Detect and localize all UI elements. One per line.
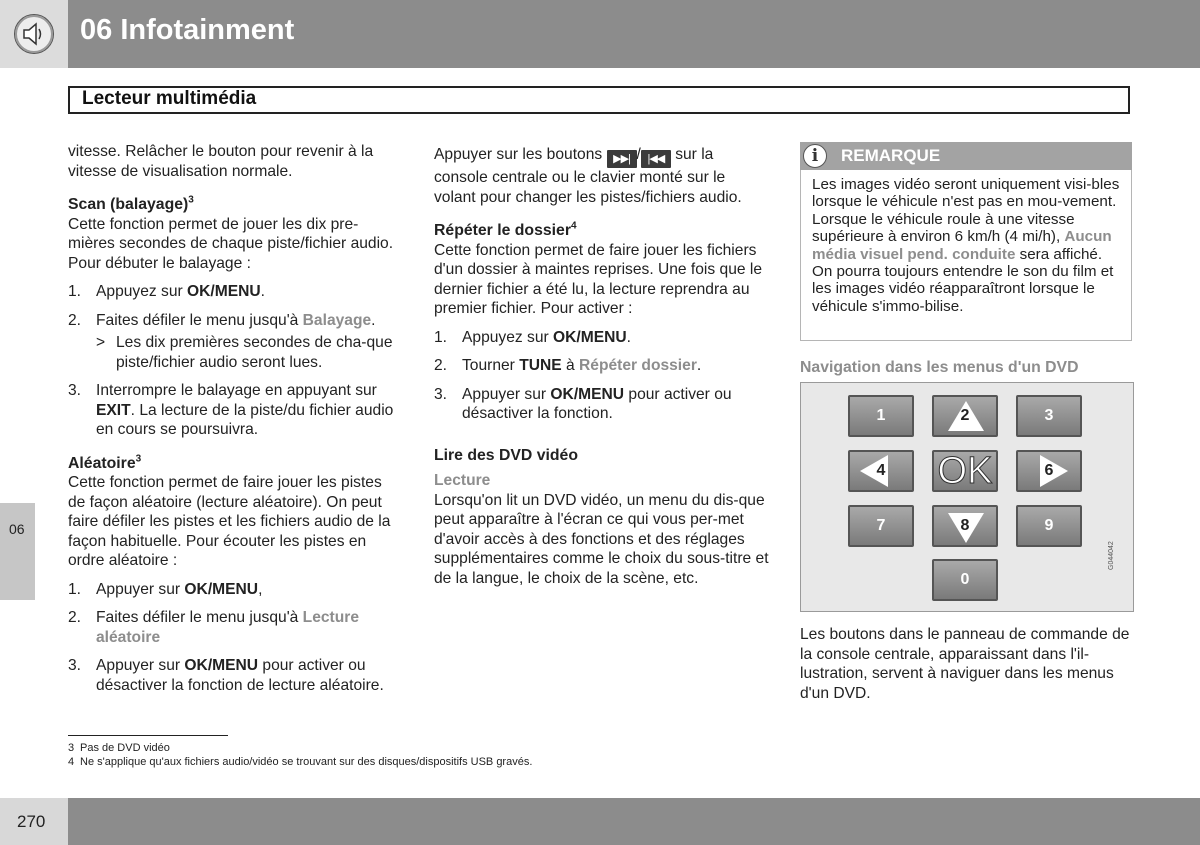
- key-label: 3: [1044, 407, 1054, 424]
- key-1: [848, 395, 914, 437]
- step-number: 1.: [68, 283, 82, 300]
- step-button-name: OK/MENU: [187, 283, 261, 300]
- step-text: .: [696, 357, 702, 374]
- list-item: [68, 580, 403, 600]
- key-label: 2: [960, 407, 970, 424]
- footnote-text: Pas de DVD vidéo: [80, 742, 170, 754]
- column-2: [434, 145, 769, 588]
- footnote-ref: 4: [570, 220, 577, 232]
- step-number: 2.: [68, 609, 82, 626]
- step-button-name: EXIT: [96, 401, 131, 419]
- list-item: [434, 385, 769, 424]
- keypad-illustration: [800, 382, 1134, 612]
- footnotes: [68, 741, 532, 769]
- step-text: Tourner: [462, 357, 520, 374]
- page-number: 270: [17, 812, 46, 831]
- list-item: [68, 608, 403, 647]
- list-item: [434, 356, 769, 376]
- key-label: 7: [876, 517, 886, 534]
- dvd-description: Lorsqu'on lit un DVD vidéo, un menu du dis-que peut apparaître à l'écran ce qui vous per-met d'avoir accès à des fonctions et des réglages supplémentaires comme le choix du sous-titre et de la langue, le choix de la scène, etc.: [434, 491, 769, 587]
- step-text: à: [561, 357, 580, 374]
- step-number: 1.: [434, 328, 448, 346]
- scan-description: Cette fonction permet de jouer les dix pre-mières secondes de chaque piste/fichier audio. Pour débuter le balayage :: [68, 215, 394, 272]
- repeat-heading-text: Répéter le dossier: [434, 222, 571, 239]
- key-label: OK: [937, 450, 993, 492]
- paragraph-text: Appuyer sur les boutons: [434, 146, 603, 163]
- scan-heading: [68, 195, 403, 215]
- menu-option: Balayage: [302, 311, 372, 329]
- step-number: 3.: [68, 382, 82, 399]
- paragraph-text: sur la console centrale ou le clavier monté sur le volant pour changer les pistes/fichiers audio.: [434, 146, 742, 206]
- footnote-mark: 3: [68, 742, 75, 754]
- key-8: [932, 505, 998, 547]
- column-1: [68, 142, 403, 695]
- footnote: [68, 741, 532, 755]
- dvd-heading: Lire des DVD vidéo: [434, 446, 578, 464]
- step-text: Faites défiler le menu jusqu'à: [96, 311, 303, 329]
- step-text: .: [371, 311, 376, 329]
- speaker-icon: [14, 14, 54, 54]
- scan-heading-text: Scan (balayage): [68, 196, 189, 213]
- step-text: Appuyez sur: [462, 328, 554, 346]
- step-number: 1.: [68, 580, 82, 598]
- dvd-nav-title: Navigation dans les menus d'un DVD: [800, 359, 1079, 376]
- step-result: Les dix premières secondes de cha-que piste/fichier audio seront lues.: [116, 334, 393, 371]
- step-button-name: OK/MENU: [184, 657, 259, 674]
- step-text: pour activer ou désactiver la fonction de lecture aléatoire.: [96, 657, 384, 694]
- key-2: [932, 395, 998, 437]
- menu-option: Répéter dossier: [579, 357, 697, 374]
- separator: /: [636, 146, 641, 163]
- repeat-heading: [434, 221, 769, 241]
- key-label: 0: [960, 571, 970, 588]
- key-ok: [932, 450, 998, 492]
- dvd-nav-caption: Les boutons dans le panneau de commande de la console centrale, apparaissant dans l'il-lustration, servent à naviguer dans les menus d'un DVD.: [800, 626, 1130, 702]
- list-item: [68, 656, 403, 695]
- note-text: [812, 176, 1122, 315]
- menu-option: Lecture aléatoire: [96, 609, 360, 646]
- key-label: 9: [1044, 517, 1054, 534]
- list-subitem: [68, 333, 403, 372]
- info-icon: i: [803, 144, 827, 168]
- result-marker: >: [96, 334, 106, 351]
- key-4: [848, 450, 914, 492]
- note-title: REMARQUE: [841, 146, 941, 165]
- step-text: Appuyer sur: [462, 385, 551, 403]
- step-button-name: OK/MENU: [184, 580, 259, 598]
- chapter-title: 06 Infotainment: [80, 14, 295, 46]
- track-change-paragraph: [434, 145, 769, 207]
- chapter-side-tab-label: 06: [9, 521, 25, 537]
- step-number: 2.: [68, 311, 82, 329]
- key-0: [932, 559, 998, 601]
- step-number: 3.: [68, 657, 82, 674]
- step-text: ,: [258, 580, 263, 598]
- key-label: 6: [1044, 462, 1054, 479]
- step-text: . La lecture de la piste/du fichier audio en cours se poursuivra.: [96, 401, 394, 438]
- key-9: [1016, 505, 1082, 547]
- section-title: Lecteur multimédia: [82, 88, 257, 109]
- footnote: [68, 755, 532, 769]
- key-6: [1016, 450, 1082, 492]
- step-number: 2.: [434, 357, 448, 374]
- step-button-name: TUNE: [519, 357, 562, 374]
- intro-paragraph: vitesse. Relâcher le bouton pour revenir à la vitesse de visualisation normale.: [68, 143, 374, 180]
- footnote-ref: 3: [135, 453, 142, 465]
- image-code: G044042: [1108, 541, 1115, 570]
- repeat-description: Cette fonction permet de faire jouer les fichiers d'un dossier à maintes reprises. Une fois que le dernier fichier a été lu, la lecture reprendra au premier fichier. Pour activer :: [434, 241, 763, 317]
- random-heading: [68, 454, 403, 474]
- list-item: [434, 328, 769, 348]
- key-3: [1016, 395, 1082, 437]
- note-text-part: sera affiché. On pourra toujours entendre le son du film et les images vidéo réapparaîtront lorsque le véhicule s'immo-bilise.: [812, 245, 1114, 315]
- dvd-subheading: Lecture: [434, 472, 491, 489]
- step-text: Appuyer sur: [96, 657, 185, 674]
- next-track-icon: ▶▶|: [607, 150, 637, 168]
- step-text: .: [260, 283, 265, 300]
- footnote-ref: 3: [188, 194, 194, 206]
- key-label: 8: [960, 517, 970, 534]
- chapter-side-tab: [0, 503, 35, 600]
- footnote-rule: [68, 735, 228, 736]
- list-item: [68, 311, 403, 331]
- step-text: pour activer ou désactiver la fonction.: [462, 385, 732, 422]
- key-7: [848, 505, 914, 547]
- note-text-part: Les images vidéo seront uniquement visi-bles lorsque le véhicule n'est pas en mou-vement. Lorsque le véhicule roule à une vitesse supérieure à environ 6 km/h (4 mi/h),: [812, 176, 1120, 246]
- step-text: .: [626, 328, 631, 346]
- screen-message: Aucun média visuel pend. conduite: [812, 228, 1112, 263]
- step-text: Appuyer sur: [96, 580, 185, 598]
- random-description: Cette fonction permet de faire jouer les pistes de façon aléatoire (lecture aléatoire). On peut faire défiler les pistes et les fichiers audio de la façon habituelle. Pour écouter les pistes en ordre aléatoire :: [68, 474, 391, 569]
- key-label: 1: [876, 407, 886, 424]
- step-text: Interrompre le balayage en appuyant sur: [96, 382, 377, 399]
- step-text: Faites défiler le menu jusqu'à: [96, 609, 303, 626]
- footer-bar: [0, 798, 1200, 845]
- step-button-name: OK/MENU: [550, 385, 625, 403]
- list-item: [68, 381, 403, 440]
- footnote-text: Ne s'applique qu'aux fichiers audio/vidéo se trouvant sur des disques/dispositifs USB gravés.: [80, 756, 533, 768]
- key-label: 4: [876, 462, 886, 479]
- step-button-name: OK/MENU: [553, 328, 627, 346]
- previous-track-icon: |◀◀: [641, 150, 671, 168]
- step-text: Appuyez sur: [96, 283, 188, 300]
- step-number: 3.: [434, 385, 448, 403]
- list-item: [68, 282, 403, 302]
- footnote-mark: 4: [68, 756, 75, 768]
- random-heading-text: Aléatoire: [68, 454, 136, 472]
